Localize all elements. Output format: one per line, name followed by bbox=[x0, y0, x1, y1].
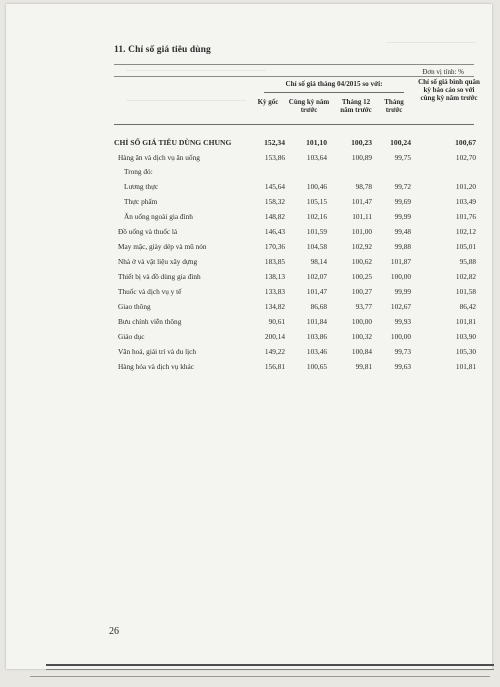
page-number: 26 bbox=[109, 626, 119, 637]
cell-avg: 101,20 bbox=[455, 182, 476, 191]
cell-same: 101,10 bbox=[306, 138, 327, 147]
cell-prev: 99,99 bbox=[394, 287, 411, 296]
cell-avg: 101,76 bbox=[455, 212, 476, 221]
cell-same: 103,46 bbox=[306, 347, 327, 356]
table-row bbox=[6, 362, 492, 374]
show-through-line bbox=[386, 42, 476, 43]
table-row bbox=[6, 287, 492, 299]
divider bbox=[264, 92, 404, 93]
divider bbox=[114, 76, 474, 77]
table-row bbox=[6, 182, 492, 194]
cell-prev: 102,67 bbox=[390, 302, 411, 311]
cell-same: 105,15 bbox=[306, 197, 327, 206]
row-label: Trong đó: bbox=[124, 167, 153, 176]
cell-base: 158,32 bbox=[264, 197, 285, 206]
cell-avg: 95,88 bbox=[459, 257, 476, 266]
cell-base: 90,61 bbox=[268, 317, 285, 326]
table-row bbox=[6, 257, 492, 269]
cell-base: 170,36 bbox=[264, 242, 285, 251]
cell-base: 200,14 bbox=[264, 332, 285, 341]
cell-dec: 100,27 bbox=[351, 287, 372, 296]
cell-base: 152,34 bbox=[264, 138, 285, 147]
cell-base: 145,64 bbox=[264, 182, 285, 191]
cell-base: 134,82 bbox=[264, 302, 285, 311]
cell-dec: 101,11 bbox=[352, 212, 372, 221]
cell-same: 102,07 bbox=[306, 272, 327, 281]
table-row bbox=[6, 197, 492, 209]
cell-dec: 101,47 bbox=[351, 197, 372, 206]
cell-base: 138,13 bbox=[264, 272, 285, 281]
cell-avg: 103,49 bbox=[455, 197, 476, 206]
cell-base: 148,82 bbox=[264, 212, 285, 221]
row-label: Văn hoá, giải trí và du lịch bbox=[118, 347, 197, 356]
document-page bbox=[6, 4, 492, 669]
table-row bbox=[6, 317, 492, 329]
column-group-header: Chỉ số giá tháng 04/2015 so với: bbox=[285, 80, 383, 88]
cell-dec: 100,25 bbox=[351, 272, 372, 281]
divider bbox=[114, 124, 474, 125]
cell-dec: 100,00 bbox=[351, 317, 372, 326]
cell-dec: 93,77 bbox=[355, 302, 372, 311]
row-label: Hàng hóa và dịch vụ khác bbox=[118, 362, 194, 371]
cell-avg: 102,12 bbox=[455, 227, 476, 236]
cell-same: 100,46 bbox=[306, 182, 327, 191]
cell-prev: 99,75 bbox=[394, 153, 411, 162]
table-row bbox=[6, 347, 492, 359]
table-row bbox=[6, 272, 492, 284]
show-through-line bbox=[126, 100, 246, 101]
cell-avg: 105,01 bbox=[455, 242, 476, 251]
table-row bbox=[6, 332, 492, 344]
row-label: Lương thực bbox=[124, 182, 159, 191]
cell-same: 86,68 bbox=[310, 302, 327, 311]
row-label: Giao thông bbox=[118, 302, 151, 311]
column-header-same-period: Cùng kỳ năm trước bbox=[288, 98, 330, 114]
cell-avg: 101,58 bbox=[455, 287, 476, 296]
cell-dec: 100,84 bbox=[351, 347, 372, 356]
cell-base: 146,43 bbox=[264, 227, 285, 236]
cell-dec: 98,78 bbox=[355, 182, 372, 191]
divider bbox=[114, 64, 474, 65]
column-header-average: Chỉ số giá bình quân kỳ báo cáo so với cùng kỳ năm trước bbox=[418, 78, 480, 102]
cell-prev: 100,00 bbox=[390, 272, 411, 281]
cell-same: 101,59 bbox=[306, 227, 327, 236]
cell-same: 102,16 bbox=[306, 212, 327, 221]
cell-avg: 105,30 bbox=[455, 347, 476, 356]
cell-prev: 99,48 bbox=[394, 227, 411, 236]
cell-base: 133,83 bbox=[264, 287, 285, 296]
row-label: Nhà ở và vật liệu xây dựng bbox=[118, 257, 198, 266]
cell-same: 104,58 bbox=[306, 242, 327, 251]
cell-dec: 99,81 bbox=[355, 362, 372, 371]
cell-dec: 101,00 bbox=[351, 227, 372, 236]
table-row bbox=[6, 212, 492, 224]
cell-avg: 86,42 bbox=[459, 302, 476, 311]
row-label: Thực phẩm bbox=[124, 197, 158, 206]
show-through-line bbox=[126, 70, 266, 71]
cell-prev: 99,69 bbox=[394, 197, 411, 206]
column-header-december: Tháng 12 năm trước bbox=[340, 98, 372, 114]
cell-prev: 100,00 bbox=[390, 332, 411, 341]
cell-same: 100,65 bbox=[306, 362, 327, 371]
row-label: Thiết bị và đồ dùng gia đình bbox=[118, 272, 201, 281]
column-header-previous-month: Tháng trước bbox=[384, 98, 404, 114]
cell-same: 103,64 bbox=[306, 153, 327, 162]
cell-avg: 102,70 bbox=[455, 153, 476, 162]
footer-rule bbox=[46, 664, 494, 666]
row-label: CHỈ SỐ GIÁ TIÊU DÙNG CHUNG bbox=[114, 138, 232, 147]
row-label: Ăn uống ngoài gia đình bbox=[124, 212, 193, 221]
cell-same: 103,86 bbox=[306, 332, 327, 341]
table-row bbox=[6, 242, 492, 254]
cell-prev: 99,72 bbox=[394, 182, 411, 191]
cell-dec: 100,23 bbox=[351, 138, 372, 147]
column-header-base: Kỳ gốc bbox=[257, 98, 279, 106]
table-row bbox=[6, 167, 492, 179]
cell-base: 149,22 bbox=[264, 347, 285, 356]
cell-base: 156,81 bbox=[264, 362, 285, 371]
cell-dec: 100,32 bbox=[351, 332, 372, 341]
cell-same: 101,47 bbox=[306, 287, 327, 296]
cell-avg: 101,81 bbox=[455, 317, 476, 326]
cell-prev: 99,63 bbox=[394, 362, 411, 371]
table-row bbox=[6, 227, 492, 239]
cell-prev: 100,24 bbox=[390, 138, 411, 147]
row-label: Bưu chính viễn thông bbox=[118, 317, 182, 326]
row-label: Đồ uống và thuốc lá bbox=[118, 227, 178, 236]
cell-dec: 102,92 bbox=[351, 242, 372, 251]
cell-base: 153,86 bbox=[264, 153, 285, 162]
cell-avg: 100,67 bbox=[455, 138, 476, 147]
table-title: 11. Chỉ số giá tiêu dùng bbox=[114, 45, 211, 55]
row-label: Hàng ăn và dịch vụ ăn uống bbox=[118, 153, 200, 162]
scan-edge-line bbox=[30, 676, 490, 677]
cell-prev: 99,73 bbox=[394, 347, 411, 356]
cell-prev: 99,93 bbox=[394, 317, 411, 326]
footer-rule bbox=[46, 669, 494, 670]
cell-same: 98,14 bbox=[310, 257, 327, 266]
table-row bbox=[6, 302, 492, 314]
cell-avg: 101,81 bbox=[455, 362, 476, 371]
row-label: Giáo dục bbox=[118, 332, 145, 341]
cell-base: 183,85 bbox=[264, 257, 285, 266]
row-label: May mặc, giày dép và mũ nón bbox=[118, 242, 207, 251]
cell-dec: 100,62 bbox=[351, 257, 372, 266]
table-row bbox=[6, 138, 492, 150]
unit-note: Đơn vị tính: % bbox=[422, 68, 464, 76]
cell-prev: 99,88 bbox=[394, 242, 411, 251]
cell-same: 101,84 bbox=[306, 317, 327, 326]
cell-prev: 99,99 bbox=[394, 212, 411, 221]
table-row bbox=[6, 153, 492, 165]
row-label: Thuốc và dịch vụ y tế bbox=[118, 287, 182, 296]
cell-prev: 101,87 bbox=[390, 257, 411, 266]
cell-dec: 100,89 bbox=[351, 153, 372, 162]
cell-avg: 102,82 bbox=[455, 272, 476, 281]
cell-avg: 103,90 bbox=[455, 332, 476, 341]
